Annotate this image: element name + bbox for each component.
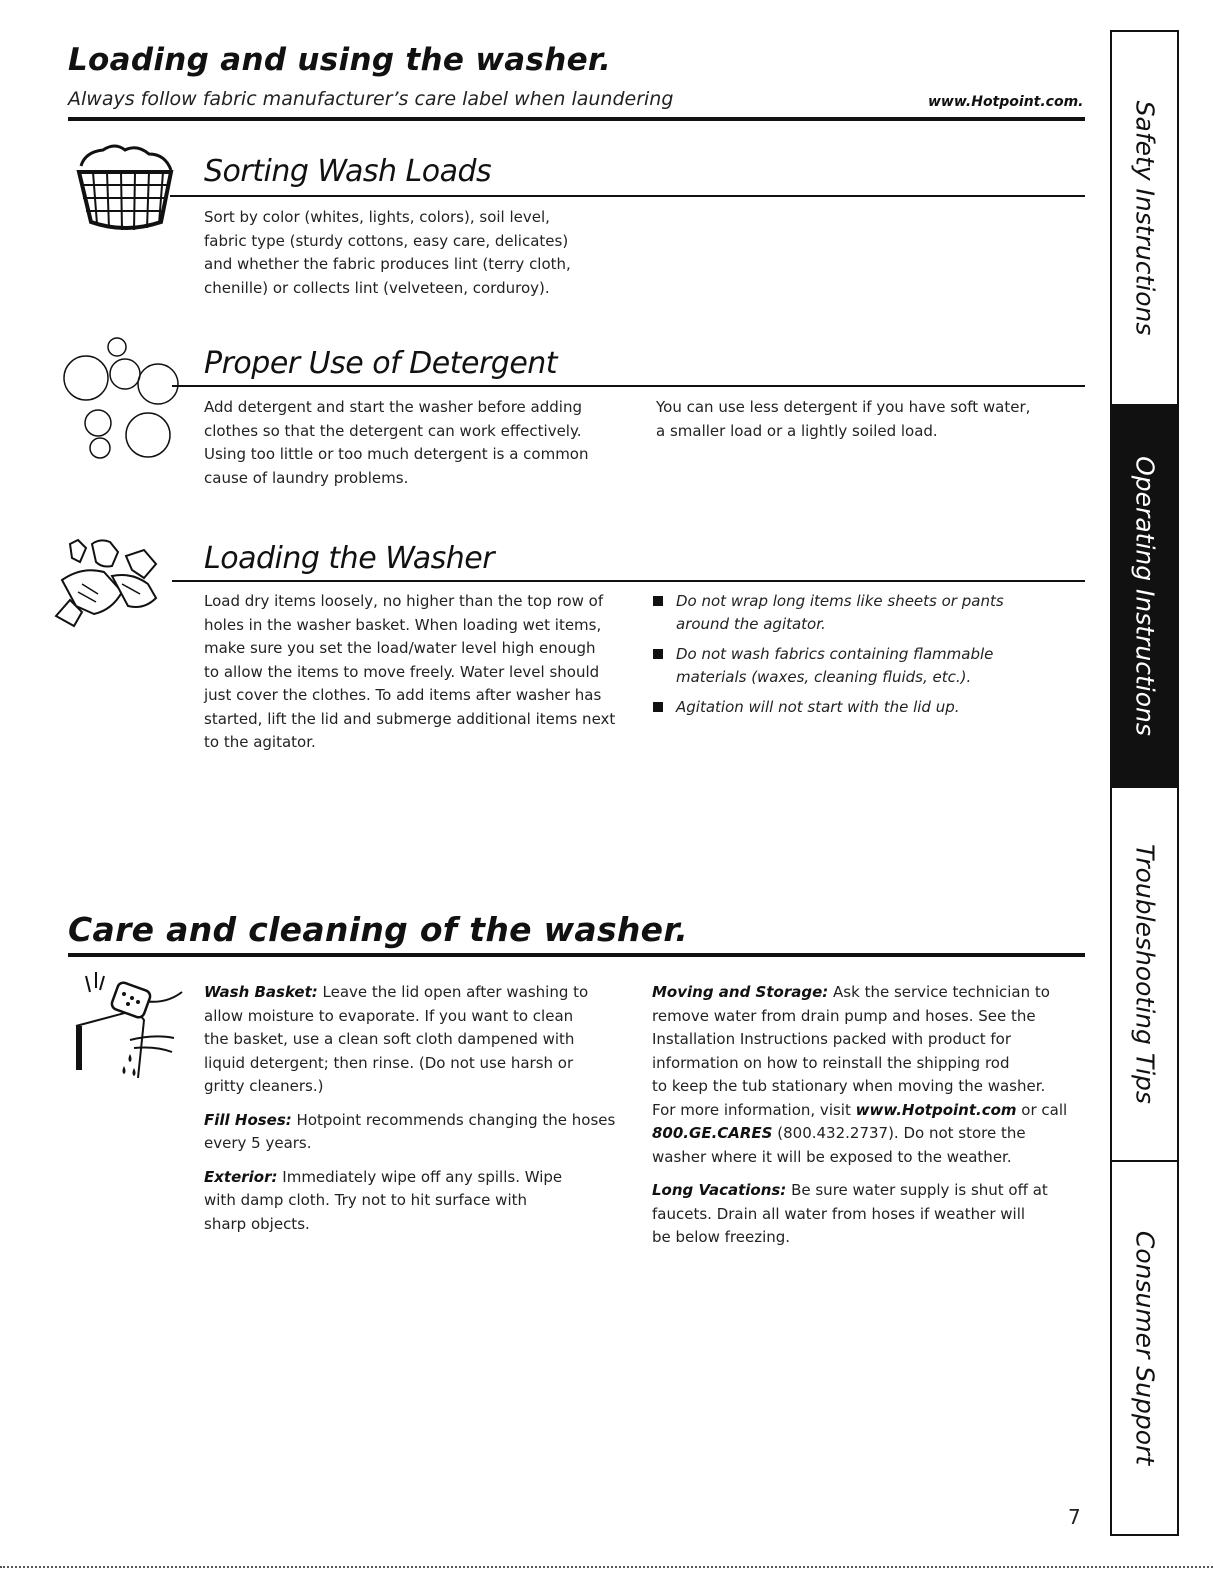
- phone-number: 800.GE.CARES: [652, 1124, 773, 1142]
- page-number: 7: [1068, 1505, 1081, 1529]
- fill-hoses-paragraph: Fill Hoses: Hotpoint recommends changing the hoses every 5 years.: [204, 1110, 616, 1152]
- tab-consumer-support[interactable]: Consumer Support: [1110, 1160, 1179, 1536]
- tab-operating-instructions[interactable]: Operating Instructions: [1110, 404, 1179, 788]
- care-rule: [68, 953, 1085, 957]
- scan-edge: [0, 1566, 1213, 1568]
- care-title: Care and cleaning of the washer.: [68, 910, 689, 949]
- detergent-title: Proper Use of Detergent: [204, 346, 558, 381]
- loading-title: Loading the Washer: [204, 541, 495, 576]
- website-link[interactable]: www.Hotpoint.com.: [928, 94, 1084, 110]
- sorting-title: Sorting Wash Loads: [204, 154, 492, 189]
- tab-troubleshooting-tips[interactable]: Troubleshooting Tips: [1110, 786, 1179, 1162]
- tab-safety-instructions[interactable]: Safety Instructions: [1110, 30, 1179, 406]
- header-rule: [68, 117, 1085, 121]
- list-item: Do not wash fabrics containing flammable materials (waxes, cleaning fluids, etc.).: [652, 643, 1072, 688]
- detergent-text-left: Add detergent and start the washer before adding clothes so that the detergent can work effectively. Using too little or too much detergent is a common cause of laundry problems.: [204, 398, 589, 487]
- long-vacations-paragraph: Long Vacations: Be sure water supply is shut off at faucets. Drain all water from hoses if weather will be below freezing.: [652, 1181, 1048, 1246]
- loading-rule: [172, 580, 1085, 582]
- loading-bullets: [652, 590, 1072, 727]
- detergent-rule: [172, 385, 1085, 387]
- care-text-right: [652, 981, 1092, 1260]
- moving-storage-paragraph: Moving and Storage: Ask the service technician to remove water from drain pump and hoses. See the Installation Instructions packed with product for information on how to reinstall the shipping rod to keep the tub stationary when moving the washer. For more information, visit www.Hotpoint.com or call 800.GE.CARES (800.432.2737). Do not store the washer where it will be exposed to the weather.: [652, 983, 1068, 1166]
- list-item: Do not wrap long items like sheets or pants around the agitator.: [652, 590, 1072, 635]
- laundry-basket-icon: [75, 140, 175, 238]
- bubbles-icon: [62, 334, 180, 462]
- sorting-rule: [170, 195, 1085, 197]
- wash-basket-paragraph: Wash Basket: Leave the lid open after washing to allow moisture to evaporate. If you want to clean the basket, use a clean soft cloth dampened with liquid detergent; then rinse. (Do not use harsh or gritty cleaners.): [204, 983, 589, 1095]
- care-text-left: [204, 981, 644, 1246]
- page-subtitle: Always follow fabric manufacturer’s care label when laundering: [68, 88, 674, 110]
- clothes-icon: [52, 536, 172, 628]
- exterior-paragraph: Exterior: Immediately wipe off any spills. Wipe with damp cloth. Try not to hit surface with sharp objects.: [204, 1167, 563, 1233]
- list-item: Agitation will not start with the lid up.: [652, 696, 1072, 719]
- sponge-cleaning-icon: [74, 970, 186, 1080]
- loading-text-left: Load dry items loosely, no higher than the top row of holes in the washer basket. When loading wet items, make sure you set the load/water level high enough to allow the items to move freely. Water level should just cover the clothes. To add items after washer has started, lift the lid and submerge additional items next to the agitator.: [204, 592, 616, 751]
- hotpoint-link[interactable]: www.Hotpoint.com: [855, 1100, 1017, 1119]
- sorting-text: Sort by color (whites, lights, colors), soil level, fabric type (sturdy cottons, easy care, delicates) and whether the fabric produces lint (terry cloth, chenille) or collects lint (velveteen, corduroy).: [204, 208, 571, 297]
- page-title: Loading and using the washer.: [68, 42, 612, 78]
- detergent-text-right: You can use less detergent if you have soft water, a smaller load or a lightly soiled load.: [656, 398, 1031, 440]
